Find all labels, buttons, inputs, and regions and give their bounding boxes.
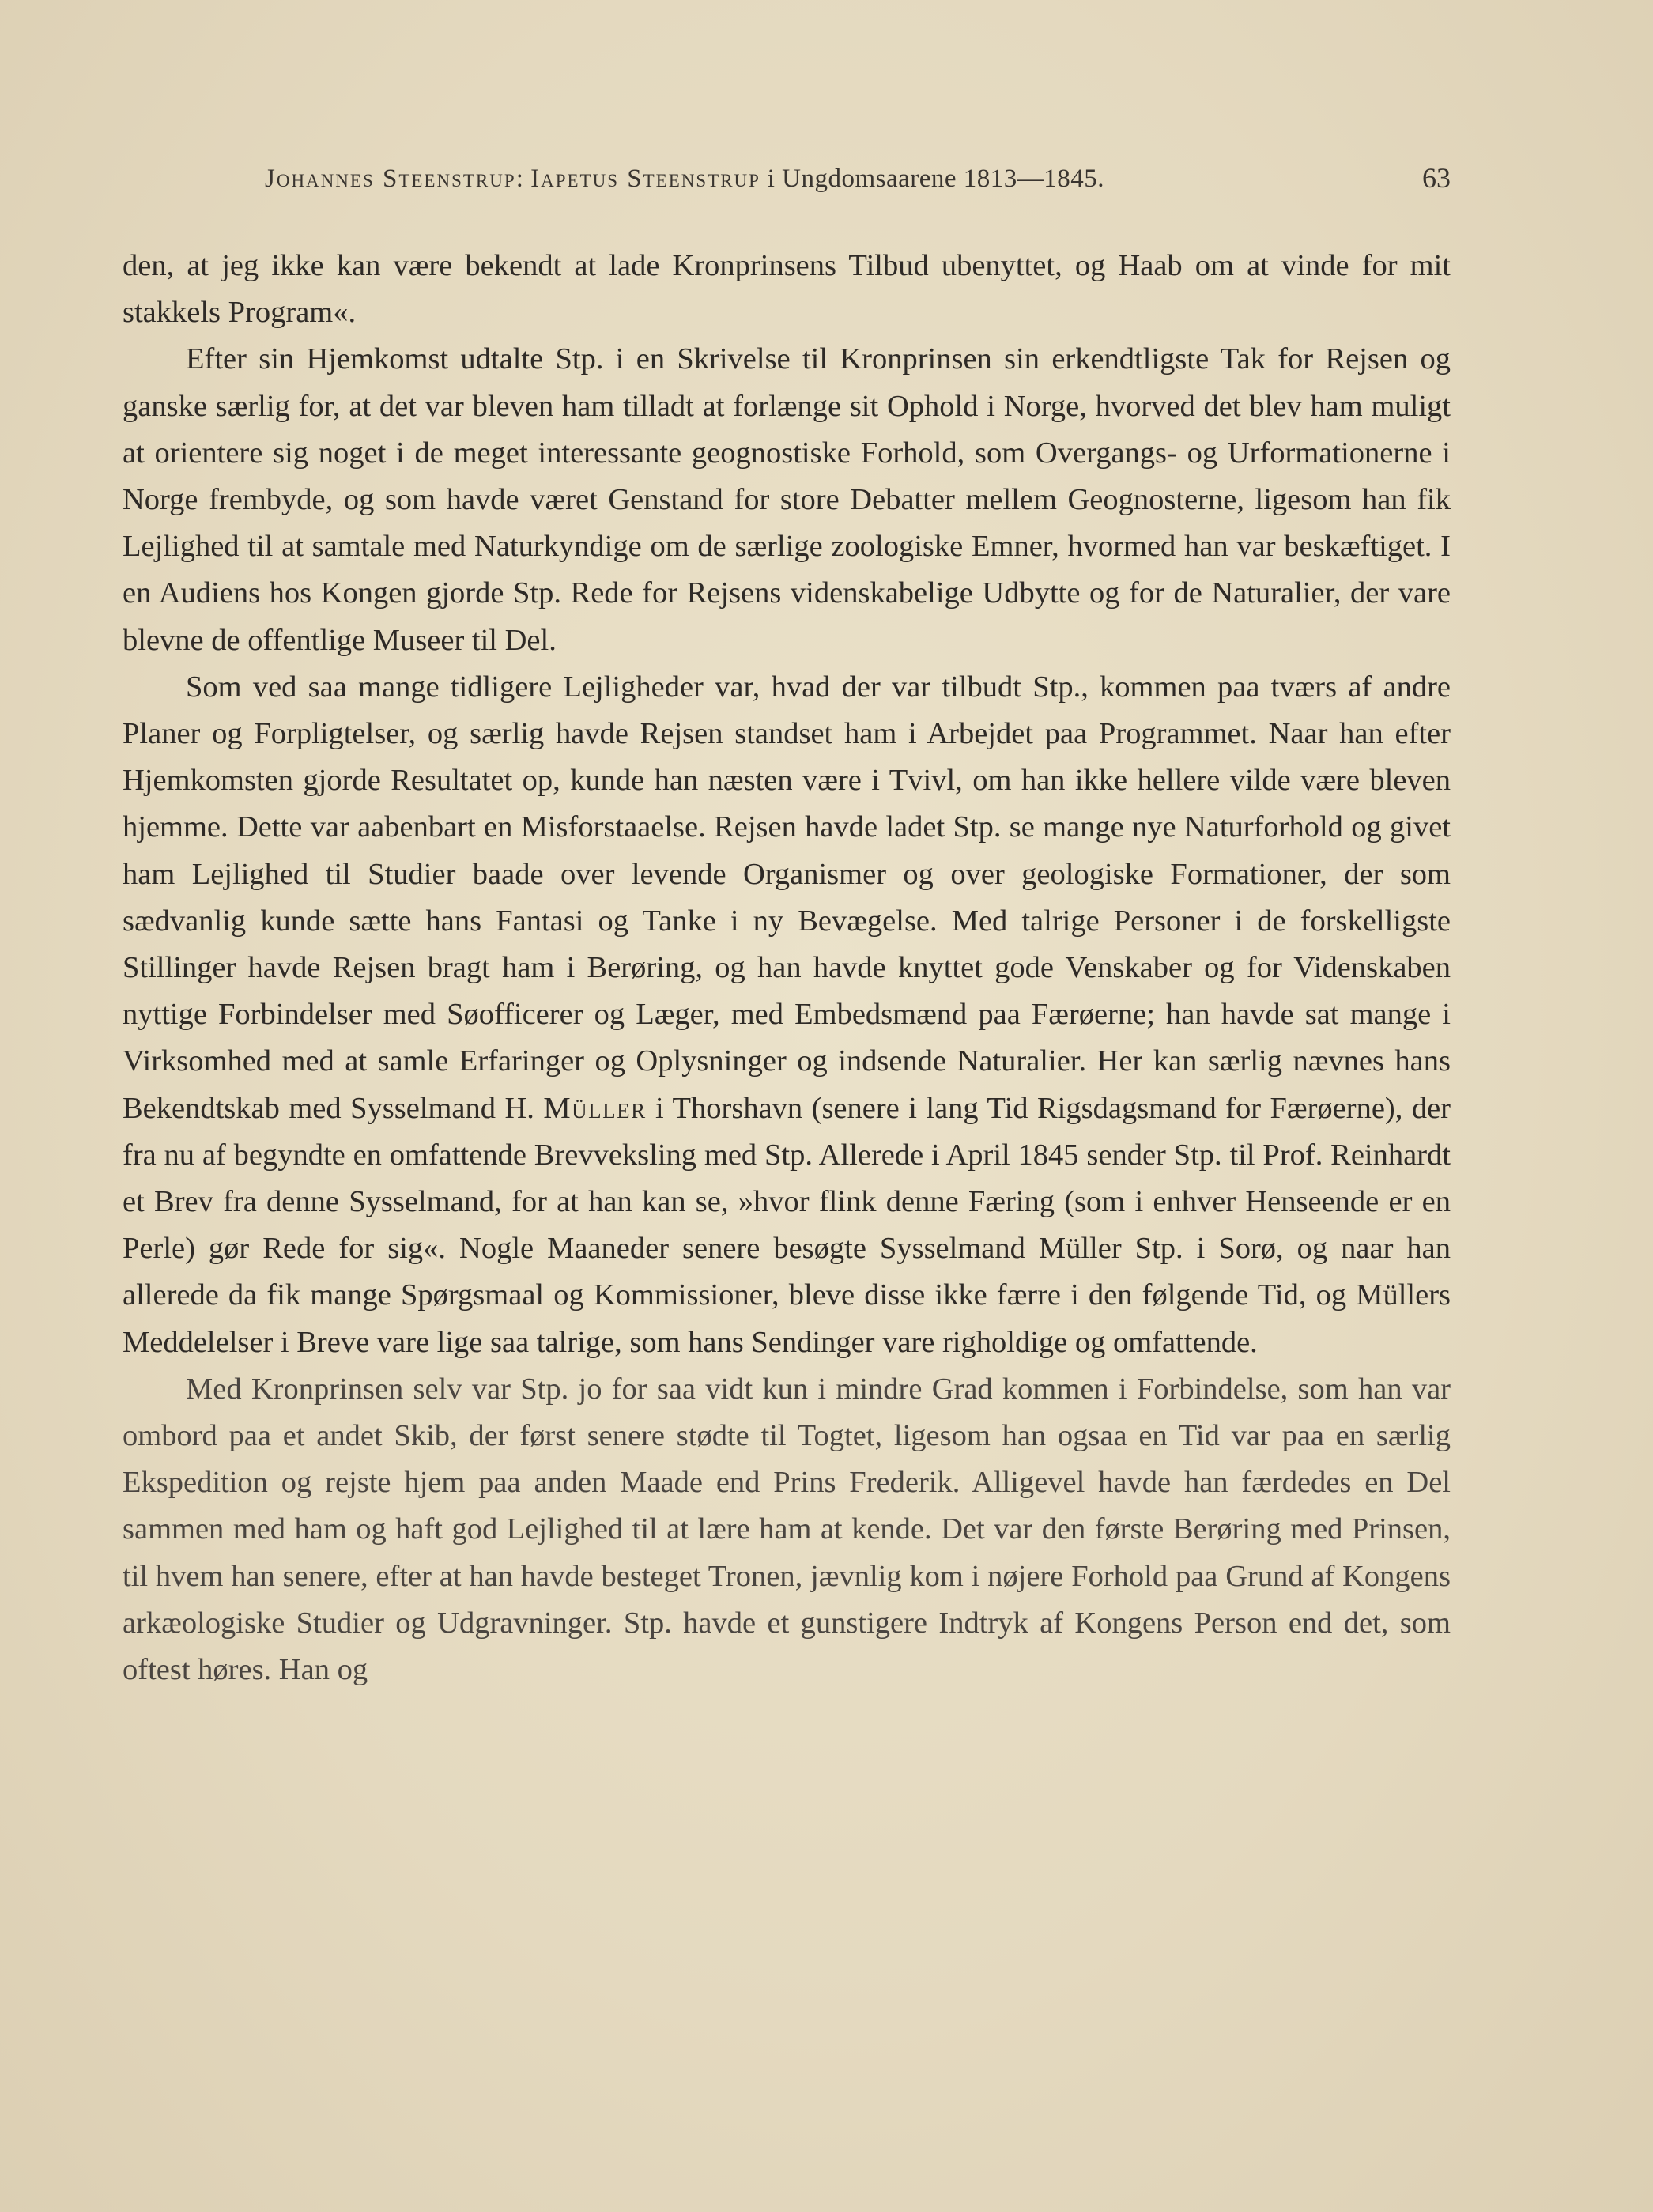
- paragraph-continuation: den, at jeg ikke kan være bekendt at lade Kronprinsens Tilbud ubenyttet, og Haab om at vinde for mit stakkels Program«.: [123, 249, 1451, 330]
- body-text: [123, 243, 1451, 1693]
- paragraph-hjemkomst: Efter sin Hjemkomst udtalte Stp. i en Skrivelse til Kronprinsen sin erkendtligste Tak for Rejsen og ganske særlig for, at det var bleven ham tilladt at forlænge sit Ophold i Norge, hvorved det blev ham muligt at orientere sig noget i de meget interessante geognostiske Forhold, som Overgangs- og Urformationerne i Norge frembyde, og som havde været Genstand for store Debatter mellem Geognosterne, ligesom han fik Lejlighed til at samtale med Naturkyndige om de særlige zoologiske Emner, hvormed han var beskæftiget. I en Audiens hos Kongen gjorde Stp. Rede for Rejsens videnskabelige Udbytte og for de Naturalier, der vare blevne de offentlige Museer til Del.: [123, 342, 1451, 657]
- subject-name: Iapetus Steenstrup: [530, 164, 760, 193]
- page-number: 63: [1422, 162, 1451, 194]
- paragraph-text-after: i Thorshavn (senere i lang Tid Rigsdagsmand for Færøerne), der fra nu af begyndte en omfattende Brevveksling med Stp. Allerede i April 1845 sender Stp. til Prof. Reinhardt et Brev fra denne Sysselmand, for at han kan se, »hvor flink denne Færing (som i enhver Henseende er en Perle) gør Rede for sig«. Nogle Maaneder senere besøgte Sysselmand Müller Stp. i Sorø, og naar han allerede da fik mange Spørgsmaal og Kommissioner, bleve disse ikke færre i den følgende Tid, og Müllers Meddelelser i Breve vare lige saa talrige, som hans Sendinger vare righoldige og omfattende.: [123, 1091, 1451, 1359]
- title-separator: :: [515, 164, 531, 193]
- paragraph-text-before: Som ved saa mange tidligere Lejligheder var, hvad der var tilbudt Stp., kommen paa tværs af andre Planer og Forpligtelser, og særlig havde Rejsen standset ham i Arbejdet paa Programmet. Naar han efter Hjemkomsten gjorde Resultatet op, kunde han næsten være i Tvivl, om han ikke hellere vilde være bleven hjemme. Dette var aabenbart en Misforstaaelse. Rejsen havde ladet Stp. se mange nye Naturforhold og givet ham Lejlighed til Studier baade over levende Organismer og over geologiske Formationer, der som sædvanlig kunde sætte hans Fantasi og Tanke i ny Bevægelse. Med talrige Personer i de forskelligste Stillinger havde Rejsen bragt ham i Berøring, og han havde knyttet gode Venskaber og for Videnskaben nyttige Forbindelser med Søofficerer og Læger, med Embedsmænd paa Færøerne; han havde sat mange i Virksomhed med at samle Erfaringer og Oplysninger og indsende Naturalier. Her kan særlig nævnes hans Bekendtskab med Sysselmand H.: [123, 670, 1451, 1125]
- author-name: Johannes Steenstrup: [265, 164, 516, 193]
- paragraph-tidligere-lejligheder: [123, 664, 1451, 1366]
- paragraph-kronprinsen: Med Kronprinsen selv var Stp. jo for saa vidt kun i mindre Grad kommen i Forbindelse, som han var ombord paa et andet Skib, der først senere stødte til Togtet, ligesom han ogsaa en Tid var paa en særlig Ekspedition og rejste hjem paa anden Maade end Prins Frederik. Alligevel havde han færdedes en Del sammen med ham og haft god Lejlighed til at lære ham at kende. Det var den første Berøring med Prinsen, til hvem han senere, efter at han havde besteget Tronen, jævnlig kom i nøjere Forhold paa Grund af Kongens arkæologiske Studier og Udgravninger. Stp. havde et gunstigere Indtryk af Kongens Person end det, som oftest høres. Han og: [123, 1372, 1451, 1687]
- title-rest: i Ungdomsaarene 1813—1845.: [760, 164, 1105, 193]
- name-small-caps: Müller: [543, 1091, 647, 1125]
- running-head-title: [265, 164, 1104, 194]
- book-page: [123, 158, 1451, 1693]
- running-head: [123, 158, 1451, 206]
